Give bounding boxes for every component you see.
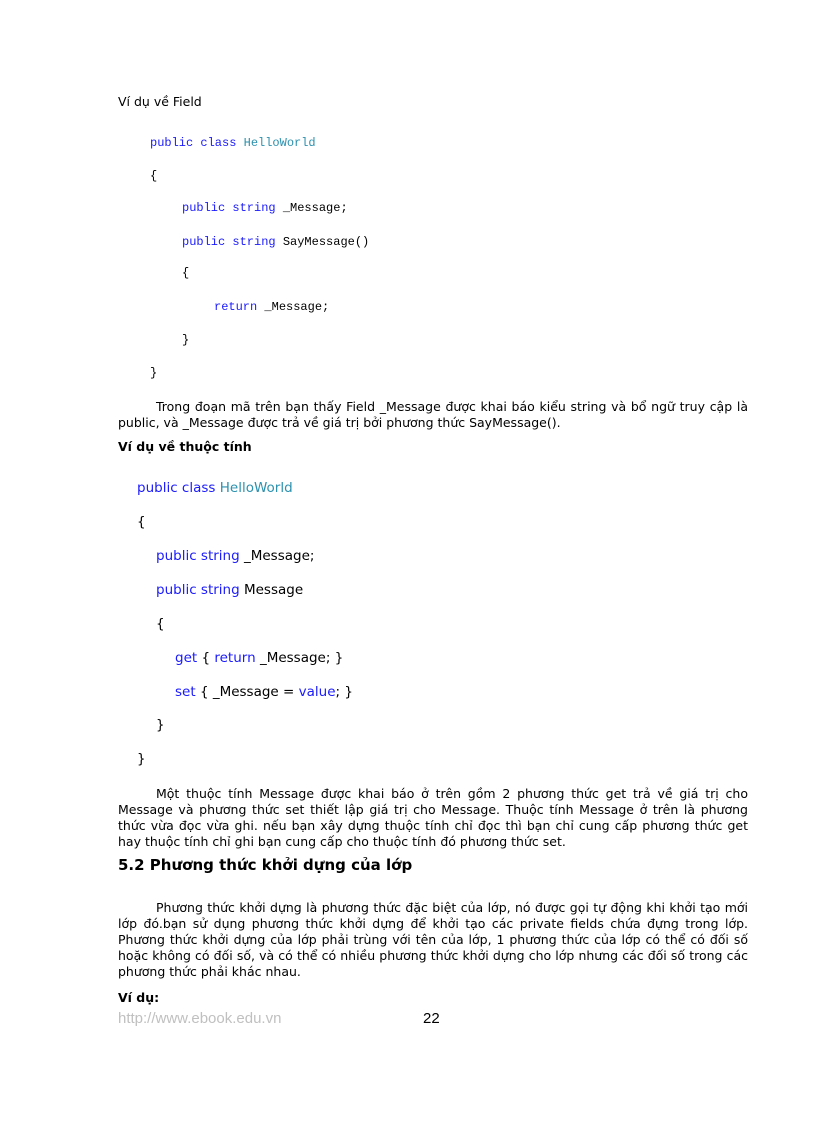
code-line: public string Message — [156, 582, 304, 598]
code-line: } — [156, 717, 165, 733]
footer-url-link[interactable]: http://www.ebook.edu.vn — [118, 1010, 282, 1027]
code-line: { — [150, 169, 158, 183]
field-example-label: Ví dụ về Field — [118, 94, 202, 109]
code-line: public string _Message; — [182, 201, 348, 215]
paragraph-property: Một thuộc tính Message được khai báo ở trên gồm 2 phương thức get trả về giá trị cho Message và phương thức set thiết lập giá trị cho Message. Thuộc tính Message ở trên là phương thức vừa đọc vừa ghi. nếu bạn xây dựng thuộc tính chỉ đọc thì bạn chỉ cung cấp phương thức get hay thuộc tính chỉ ghi bạn cung cấp cho thuộc tính đó phương thức set. — [118, 786, 748, 849]
section-heading: 5.2 Phương thức khởi dựng của lớp — [118, 856, 413, 874]
code-line: { — [156, 616, 165, 632]
code-line: set { _Message = value; } — [175, 684, 353, 700]
code-line: public class HelloWorld — [137, 480, 293, 496]
code-line: } — [182, 333, 190, 347]
code-line: get { return _Message; } — [175, 650, 344, 666]
code-line: return _Message; — [214, 300, 330, 314]
code-line: } — [150, 366, 158, 380]
code-line: public class HelloWorld — [150, 136, 316, 150]
code-line: public string SayMessage() — [182, 235, 370, 249]
page-number: 22 — [423, 1010, 440, 1027]
code-line: } — [137, 751, 146, 767]
paragraph-field: Trong đoạn mã trên bạn thấy Field _Message được khai báo kiểu string và bổ ngữ truy cập là public, và _Message được trả về giá trị bởi phương thức SayMessage(). — [118, 399, 748, 430]
paragraph-constructor: Phương thức khởi dựng là phương thức đặc biệt của lớp, nó được gọi tự động khi khởi tạo mới lớp đó.bạn sử dụng phương thức khởi dựng để khởi tạo các private fields chứa đựng trong lớp. Phương thức khởi dựng của lớp phải trùng với tên của lớp, 1 phương thức của lớp có thể có đối số hoặc không có đối số, và có thể có nhiều phương thức khởi dựng cho lớp nhưng các đối số trong các phương thức phải khác nhau. — [118, 900, 748, 979]
property-example-label: Ví dụ về thuộc tính — [118, 439, 252, 454]
example-label: Ví dụ: — [118, 990, 160, 1005]
code-line: { — [182, 266, 190, 280]
code-line: { — [137, 514, 146, 530]
code-line: public string _Message; — [156, 548, 315, 564]
